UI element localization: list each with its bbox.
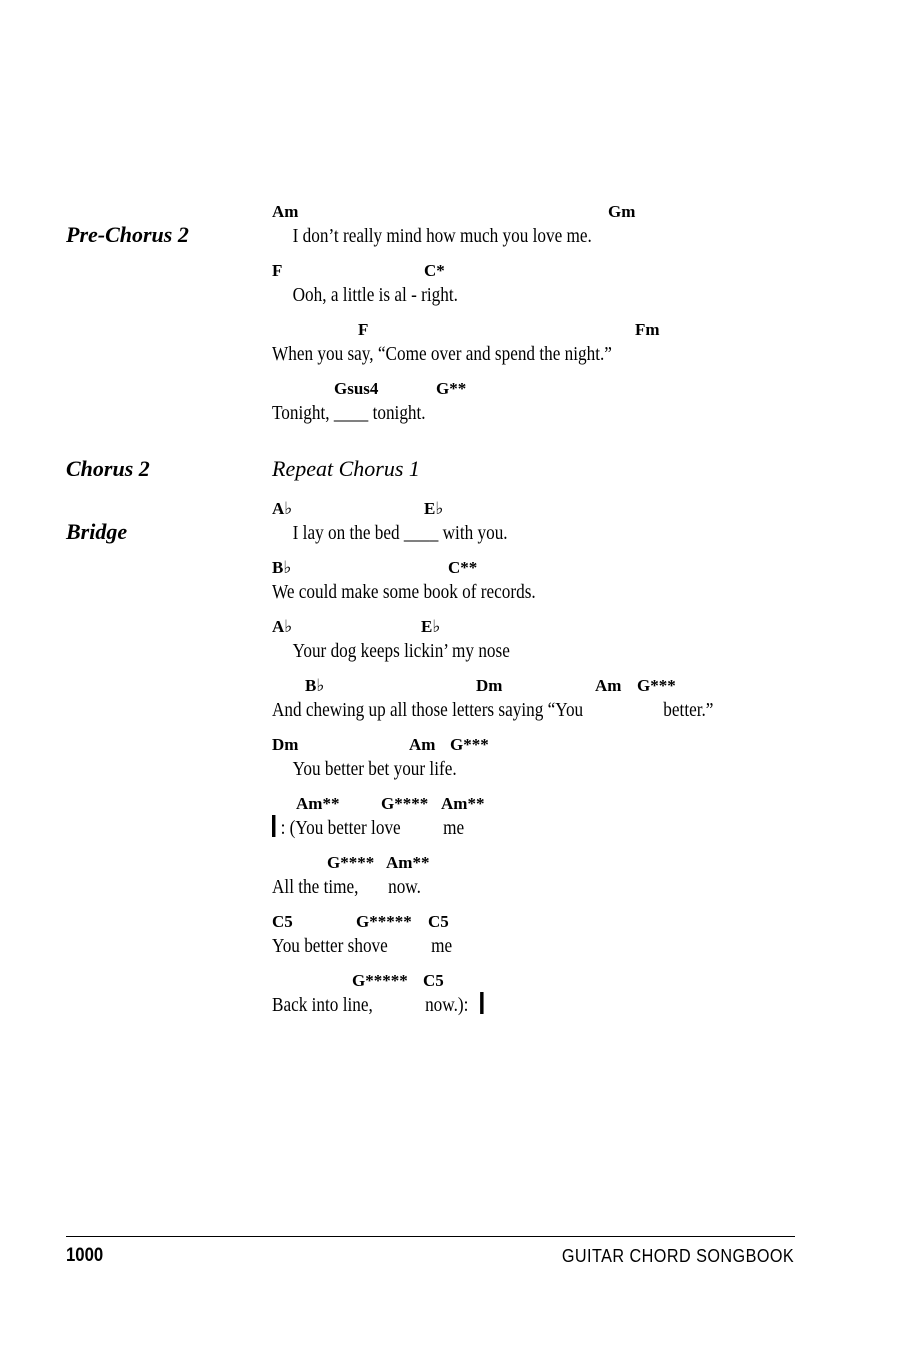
section-label-bridge: Bridge: [66, 519, 128, 544]
chord-line: [272, 793, 832, 841]
chord-line: [272, 734, 832, 782]
lyric-text: Tonight, ____ tonight.: [272, 402, 426, 424]
lyric-text: me: [431, 935, 453, 957]
chord: G*****: [352, 971, 408, 990]
chord: Am**: [441, 794, 485, 813]
chord: Dm: [476, 676, 503, 695]
chord-line: [272, 498, 832, 546]
chord: Dm: [272, 735, 299, 754]
chord-line: [272, 970, 832, 1018]
lyric-line: [272, 282, 754, 308]
chord: C5: [272, 912, 293, 931]
lyric-line: [272, 874, 754, 900]
lyric-line: [272, 520, 754, 546]
chord: G*****: [356, 912, 412, 931]
chord-line: [272, 557, 832, 605]
chord: C*: [424, 261, 445, 280]
lyric-text: Your dog keeps lickin’ my nose: [292, 640, 510, 662]
lyric-text: You better shove: [272, 935, 388, 957]
chord: Am: [272, 202, 299, 221]
lyric-text: Back into line,: [272, 994, 373, 1016]
chord: Fm: [635, 320, 660, 339]
lyric-text: You better bet your life.: [292, 758, 457, 780]
section-label-chorus-2: Chorus 2: [66, 456, 150, 481]
chord: Am**: [296, 794, 340, 813]
page-number: 1000: [66, 1245, 104, 1266]
lyric-text: me: [443, 817, 465, 839]
chord: B♭: [305, 676, 325, 695]
chord: E♭: [421, 617, 441, 636]
lyric-text: now.):: [425, 994, 469, 1016]
chord: G***: [637, 676, 676, 695]
chord: G***: [450, 735, 489, 754]
lyric-line: [272, 638, 754, 664]
chord-line: [272, 319, 832, 367]
lyric-line: [272, 815, 754, 841]
chord-line: [272, 260, 832, 308]
lyric-text: better.”: [663, 699, 714, 721]
lyric-text: : (You better love: [280, 817, 401, 839]
lyric-line: [272, 579, 754, 605]
footer-divider: [66, 1236, 795, 1237]
repeat-chorus-instruction: Repeat Chorus 1: [272, 456, 420, 481]
chord-line: [272, 852, 832, 900]
lyric-line: [272, 992, 754, 1018]
lyric-text: When you say, “Come over and spend the night.”: [272, 343, 612, 365]
chord: Am**: [386, 853, 430, 872]
chord: F: [358, 320, 369, 339]
lyric-line: [272, 223, 754, 249]
chord: B♭: [272, 558, 292, 577]
chord: A♭: [272, 617, 293, 636]
chord-line: [272, 675, 832, 723]
chord: G****: [327, 853, 375, 872]
chord: Gsus4: [334, 379, 379, 398]
chord: G**: [436, 379, 467, 398]
chord-line: [272, 616, 832, 664]
lyric-line: [272, 756, 754, 782]
lyric-text: now.: [388, 876, 421, 898]
lyric-line: [272, 933, 754, 959]
lyric-line: [272, 697, 754, 723]
lyric-text: I lay on the bed ____ with you.: [292, 522, 508, 544]
lyric-text: We could make some book of records.: [272, 581, 536, 603]
lyric-text: Ooh, a little is al - right.: [292, 284, 458, 306]
chord: A♭: [272, 499, 293, 518]
lyric-line: [272, 341, 754, 367]
lyric-text: I don’t really mind how much you love me.: [292, 225, 592, 247]
lyric-line: [272, 400, 754, 426]
lyric-text: All the time,: [272, 876, 359, 898]
chord: C5: [423, 971, 444, 990]
chord: G****: [381, 794, 429, 813]
book-title: GUITAR CHORD SONGBOOK: [561, 1246, 794, 1266]
section-label-pre-chorus-2: Pre-Chorus 2: [66, 222, 189, 247]
chord: Am: [595, 676, 622, 695]
chord: Gm: [608, 202, 636, 221]
chord: Am: [409, 735, 436, 754]
chord: C5: [428, 912, 449, 931]
lyric-text: And chewing up all those letters saying “You: [272, 699, 584, 721]
chord-line: [272, 378, 832, 426]
chord: F: [272, 261, 283, 280]
chord-line: [272, 911, 832, 959]
chord: E♭: [424, 499, 444, 518]
chord-line: [272, 201, 832, 249]
chord: C**: [448, 558, 478, 577]
